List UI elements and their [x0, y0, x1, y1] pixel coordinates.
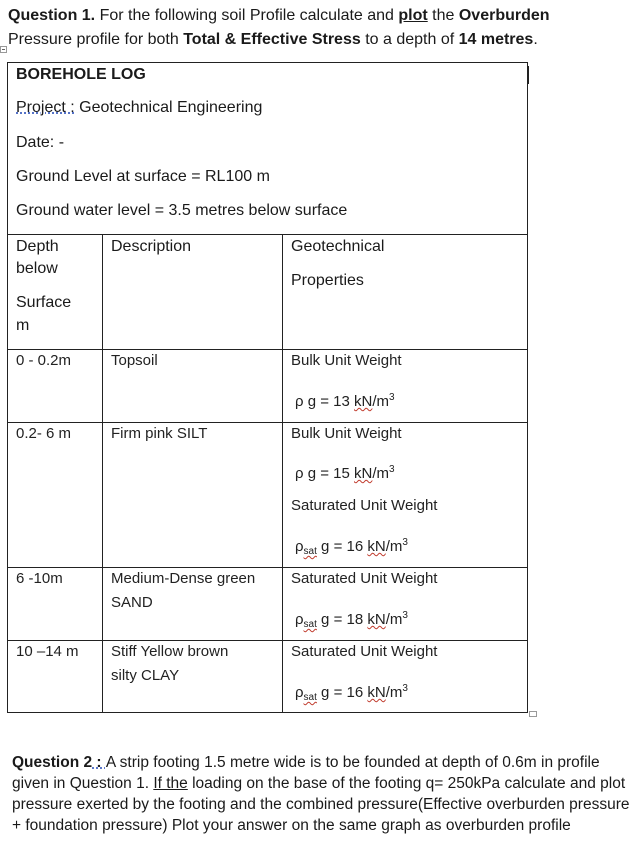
- subscript: sat: [303, 692, 317, 703]
- header-depth: [16, 236, 71, 337]
- row3-property-value: [295, 604, 408, 637]
- unit-text: kN: [367, 684, 386, 701]
- rho-symbol: ρ: [295, 684, 304, 701]
- rho-symbol: ρ: [295, 611, 304, 628]
- row2-property-value: [295, 458, 395, 486]
- q1-overburden: Overburden: [458, 7, 550, 24]
- q1-text-5: .: [533, 31, 538, 48]
- exponent: 3: [402, 683, 408, 694]
- q1-text-1: For the following soil Profile calculate and: [95, 7, 399, 24]
- value-text: ρ g = 15: [295, 465, 354, 482]
- question-2-label: Question 2: [12, 754, 93, 771]
- row-divider: [7, 422, 528, 423]
- header-geo-1: Geotechnical: [291, 238, 385, 255]
- q1-text-4: to a depth of: [360, 31, 459, 48]
- row1-depth: 0 - 0.2m: [16, 352, 72, 369]
- project-value: Geotechnical Engineering: [74, 99, 263, 116]
- table-top-border: [7, 234, 528, 235]
- unit-text: kN: [354, 465, 373, 482]
- header-depth-4: m: [16, 317, 30, 334]
- header-depth-2: below: [16, 260, 58, 277]
- unit-text: /m: [372, 465, 390, 482]
- rho-symbol: ρ: [295, 538, 304, 555]
- borehole-log-title: BOREHOLE LOG: [16, 66, 146, 83]
- unit-text: /m: [385, 611, 403, 628]
- project-label: Project :: [16, 99, 75, 116]
- date-line: Date: -: [16, 134, 65, 151]
- row2-description: Firm pink SILT: [111, 425, 208, 442]
- row3-description-1: Medium-Dense green: [111, 570, 256, 587]
- q2-text-2: loading on the base of the footing q= 250kPa calculate and plot pressure exerted by the footing and the combined pressure(Effective overburden pressure + foundation pressure) Plot your answer on the same graph as overburden profile: [12, 775, 630, 834]
- header-depth-3: Surface: [16, 294, 72, 311]
- row4-depth: 10 –14 m: [16, 643, 79, 660]
- unit-text: kN: [367, 611, 386, 628]
- q1-total-effective: Total & Effective Stress: [183, 31, 361, 48]
- value-text: g = 16: [316, 684, 368, 701]
- row2-depth: 0.2- 6 m: [16, 425, 72, 442]
- unit-text: /m: [385, 538, 403, 555]
- row4-property-value: [295, 677, 408, 710]
- row3-property-label: Saturated Unit Weight: [291, 570, 438, 587]
- anchor-icon[interactable]: [0, 46, 7, 53]
- unit-text: kN: [354, 393, 373, 410]
- q1-depth: 14 metres: [458, 31, 534, 48]
- row3-description: [111, 567, 255, 615]
- row4-description-2: silty CLAY: [111, 667, 180, 684]
- unit-text: kN: [367, 538, 386, 555]
- project-line: [16, 98, 262, 118]
- table-resize-handle[interactable]: [529, 711, 537, 717]
- row2-property-label-2: Saturated Unit Weight: [291, 497, 438, 514]
- q2-colon: :: [92, 754, 106, 771]
- header-depth-1: Depth: [16, 238, 59, 255]
- header-description: Description: [111, 238, 192, 255]
- ground-level-line: Ground Level at surface = RL100 m: [16, 168, 270, 185]
- q1-text-2: the: [427, 7, 459, 24]
- exponent: 3: [389, 392, 395, 403]
- unit-text: /m: [385, 684, 403, 701]
- column-divider: [102, 234, 103, 713]
- subscript: sat: [303, 619, 317, 630]
- row-divider: [7, 349, 528, 350]
- q2-if-the: If the: [153, 775, 188, 792]
- header-geo-2: Properties: [291, 272, 364, 289]
- header-geotechnical: [291, 236, 384, 292]
- row-divider: [7, 640, 528, 641]
- water-level-line: Ground water level = 3.5 metres below surface: [16, 202, 348, 219]
- question-1-text: [8, 4, 638, 52]
- row4-description-1: Stiff Yellow brown: [111, 643, 229, 660]
- row3-description-2: SAND: [111, 594, 153, 611]
- q2-text-1: A strip footing 1.5 metre wide is to be founded at depth of 0.6m in profile given in Question 1.: [12, 754, 600, 792]
- subscript: sat: [303, 546, 317, 557]
- value-text: g = 18: [316, 611, 368, 628]
- exponent: 3: [389, 464, 395, 475]
- border-line: [528, 66, 529, 84]
- row1-description: Topsoil: [111, 352, 158, 369]
- q1-plot: plot: [398, 7, 428, 24]
- q1-text-3: Pressure profile for both: [8, 31, 184, 48]
- unit-text: /m: [372, 393, 390, 410]
- question-2-text: [12, 752, 640, 836]
- row4-property-label: Saturated Unit Weight: [291, 643, 438, 660]
- value-text: g = 16: [316, 538, 368, 555]
- row4-description: [111, 640, 228, 688]
- row-divider: [7, 567, 528, 568]
- borehole-log-box: [7, 62, 528, 713]
- value-text: ρ g = 13: [295, 393, 354, 410]
- row1-property-label: Bulk Unit Weight: [291, 352, 402, 369]
- column-divider: [282, 234, 283, 713]
- row3-depth: 6 -10m: [16, 570, 63, 587]
- exponent: 3: [402, 610, 408, 621]
- row1-property-value: [295, 386, 395, 414]
- question-1-label: Question 1.: [8, 7, 96, 24]
- row2-property-value-2: [295, 531, 408, 564]
- exponent: 3: [402, 537, 408, 548]
- row2-property-label: Bulk Unit Weight: [291, 425, 402, 442]
